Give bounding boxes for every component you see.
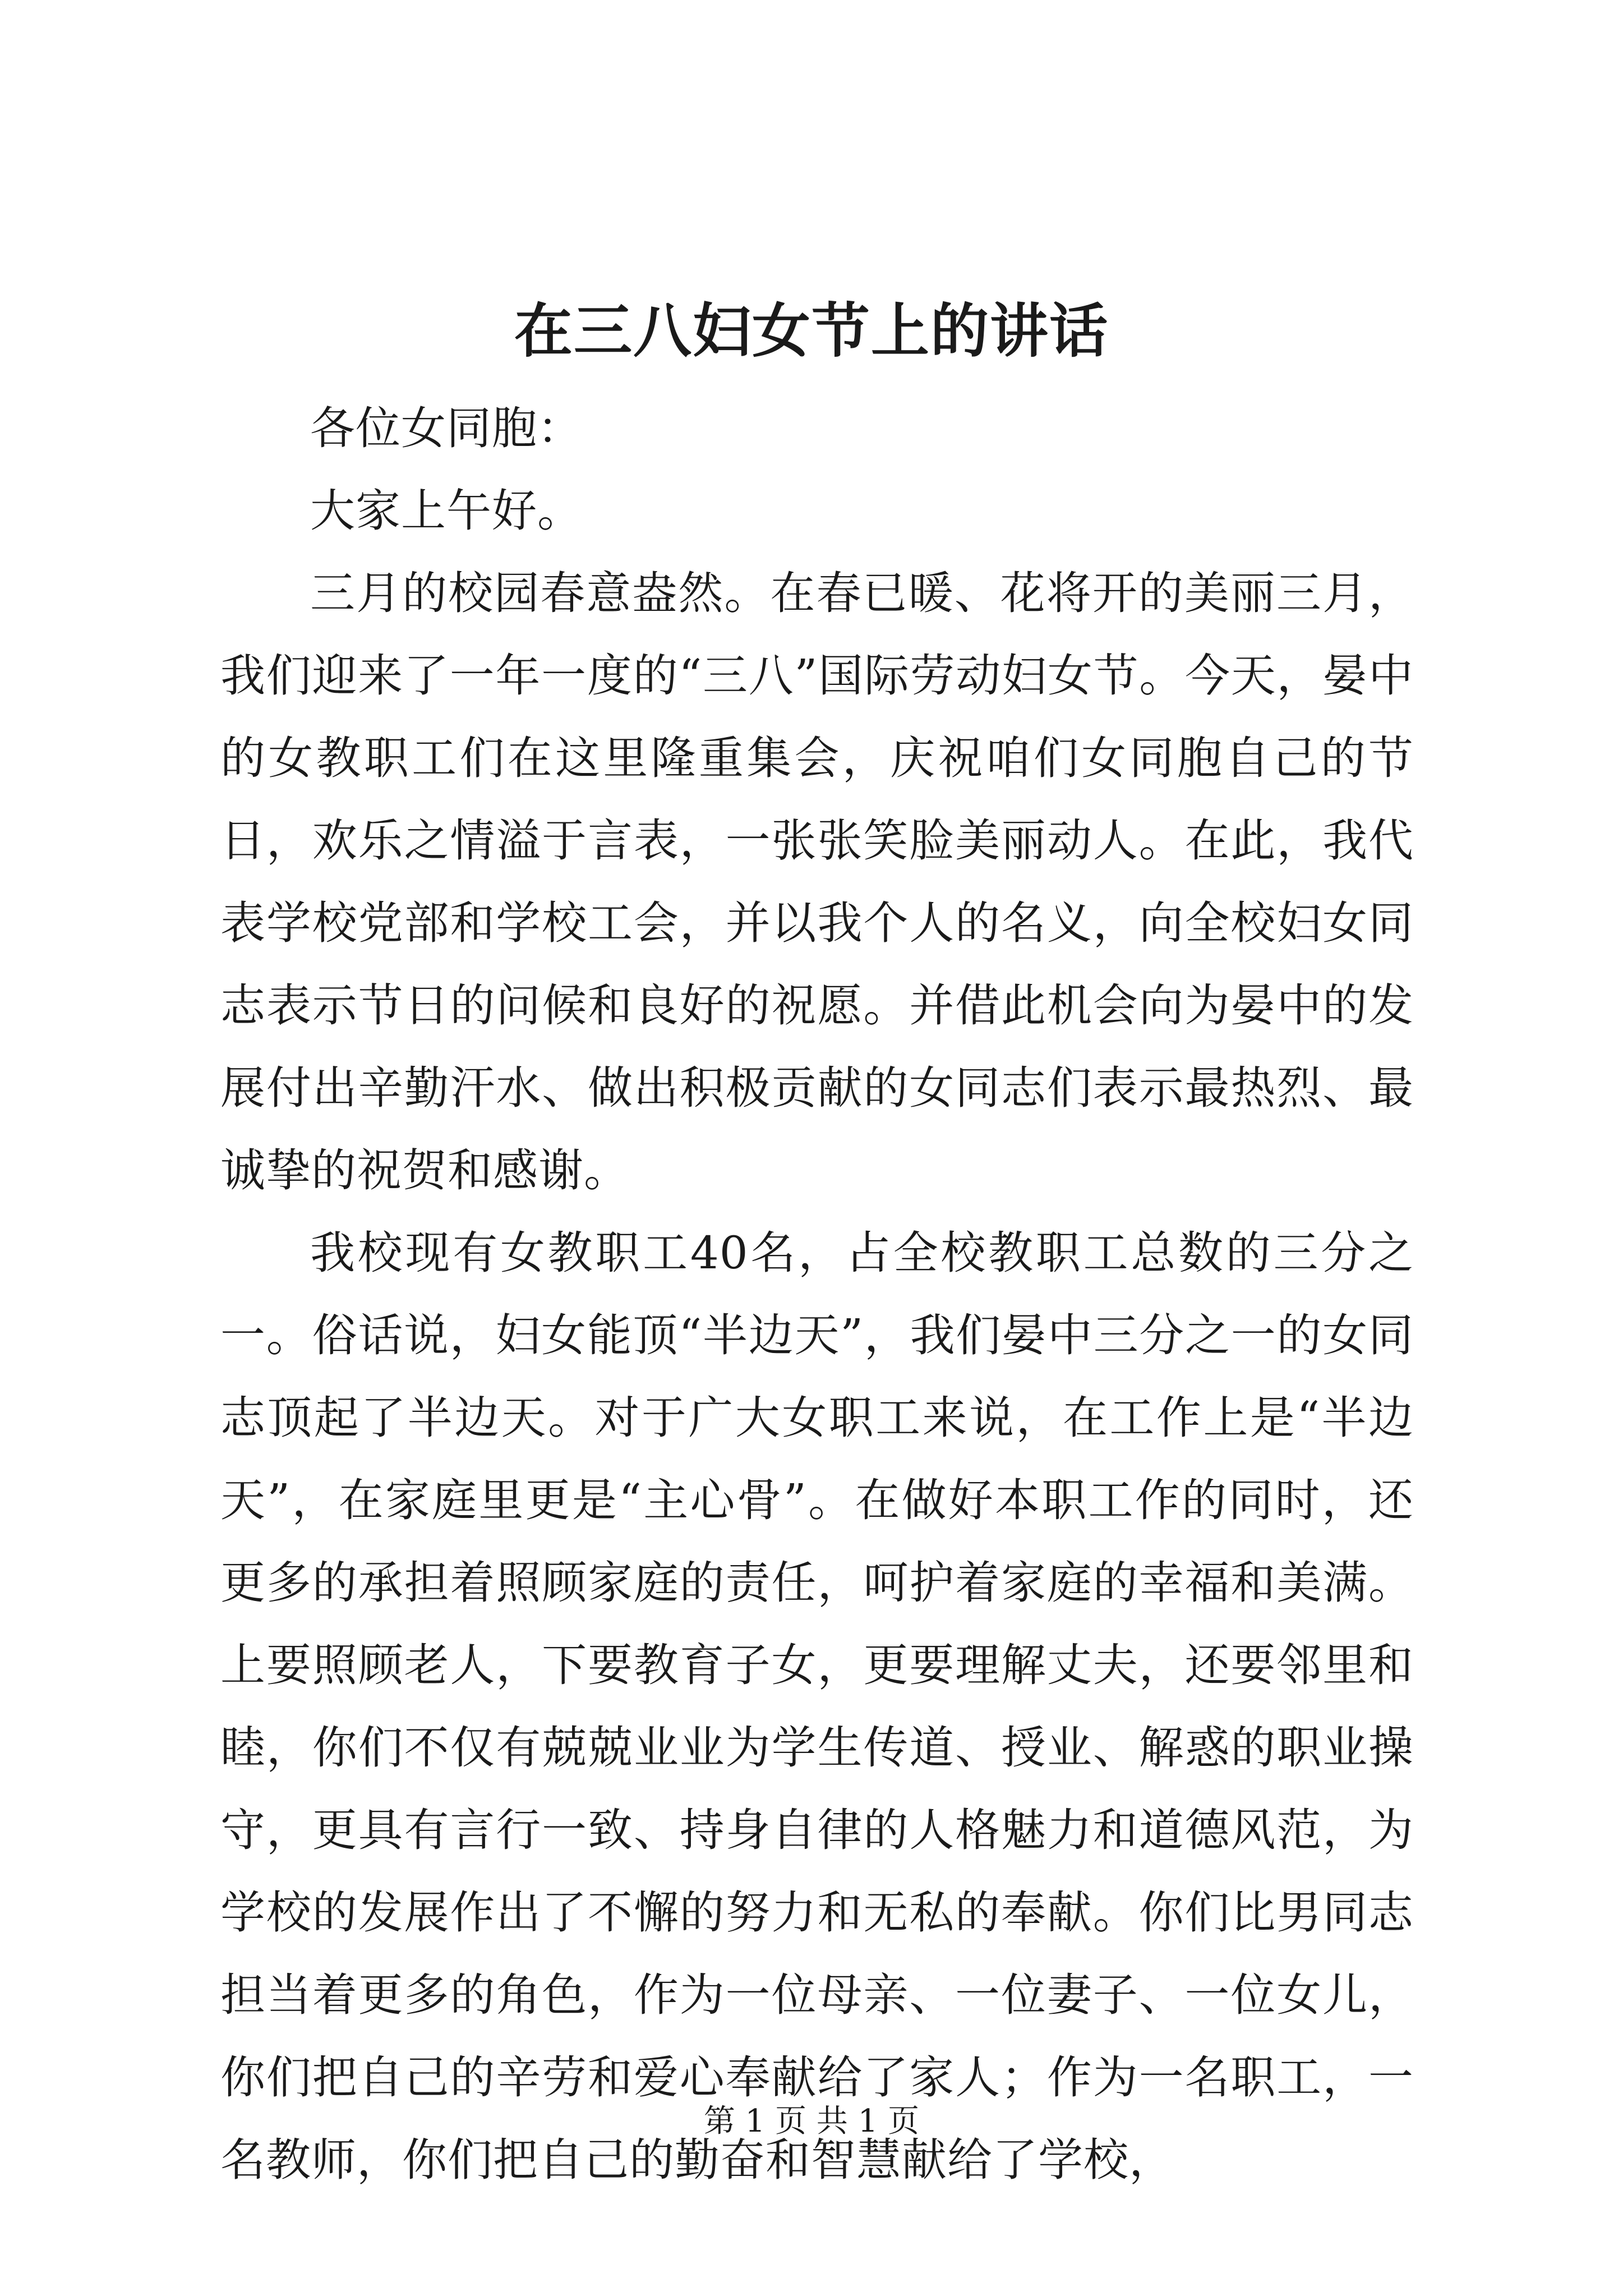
page-footer: 第 1 页 共 1 页 [703,2103,920,2139]
paragraph-salutation: 各位女同胞： [310,402,583,454]
document-body [220,387,1414,2201]
paragraph-greeting: 大家上午好。 [310,485,583,537]
paragraph-body-2: 我校现有女教职工40名，占全校教职工总数的三分之一。俗话说，妇女能顶“半边天”，我们晏中三分之一的女同志顶起了半边天。对于广大女职工来说，在工作上是“半边天”，在家庭里更是“主心骨”。在做好本职工作的同时，还更多的承担着照顾家庭的责任，呵护着家庭的幸福和美满。上要照顾老人，下要教育子女，更要理解丈夫，还要邻里和睦，你们不仅有兢兢业业为学生传道、授业、解惑的职业操守，更具有言行一致、持身自律的人格魅力和道德风范，为学校的发展作出了不懈的努力和无私的奉献。你们比男同志担当着更多的角色，作为一位母亲、一位妻子、一位女儿，你们把自己的辛劳和爱心奉献给了家人；作为一名职工，一名教师，你们把自己的勤奋和智慧献给了学校， [220,1227,1414,2186]
document-title: 在三八妇女节上的讲话 [514,296,1109,365]
paragraph-body-1: 三月的校园春意盎然。在春已暖、花将开的美丽三月，我们迎来了一年一度的“三八”国际劳动妇女节。今天，晏中的女教职工们在这里隆重集会，庆祝咱们女同胞自己的节日，欢乐之情溢于言表，一张张笑脸美丽动人。在此，我代表学校党部和学校工会，并以我个人的名义，向全校妇女同志表示节日的问候和良好的祝愿。并借此机会向为晏中的发展付出辛勤汗水、做出积极贡献的女同志们表示最热烈、最诚挚的祝贺和感谢。 [220,567,1414,1197]
